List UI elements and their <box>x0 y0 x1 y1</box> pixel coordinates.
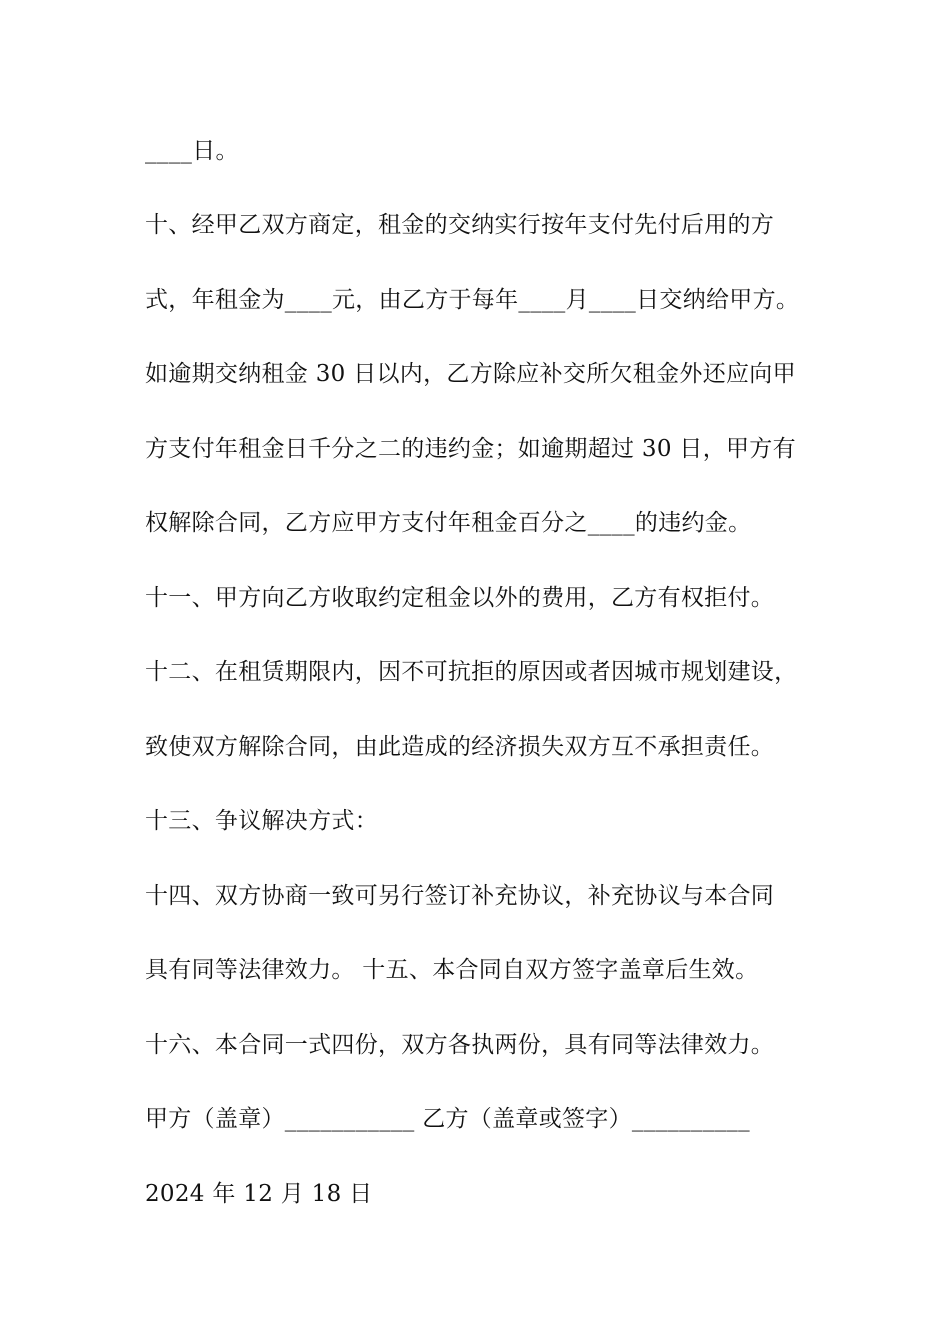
text-line-9: 致使双方解除合同，由此造成的经济损失双方互不承担责任。 <box>145 734 775 760</box>
text-line-10: 十三、争议解决方式： <box>145 808 378 834</box>
text-line-7: 十一、甲方向乙方收取约定租金以外的费用，乙方有权拒付。 <box>145 585 775 611</box>
text-line-4: 如逾期交纳租金 30 日以内，乙方除应补交所欠租金外还应向甲 <box>145 361 796 387</box>
text-line-3: 式，年租金为____元，由乙方于每年____月____日交纳给甲方。 <box>145 287 800 313</box>
text-line-1: ____日。 <box>145 138 239 164</box>
text-line-6: 权解除合同，乙方应甲方支付年租金百分之____的违约金。 <box>145 510 752 536</box>
date-line: 2024 年 12 月 18 日 <box>145 1181 373 1207</box>
text-line-5: 方支付年租金日千分之二的违约金；如逾期超过 30 日，甲方有 <box>145 436 796 462</box>
text-line-12: 具有同等法律效力。 十五、本合同自双方签字盖章后生效。 <box>145 957 759 983</box>
signature-line: 甲方（盖章）___________ 乙方（盖章或签字）__________ <box>145 1106 750 1132</box>
text-line-11: 十四、双方协商一致可另行签订补充协议，补充协议与本合同 <box>145 883 775 909</box>
text-line-2: 十、经甲乙双方商定，租金的交纳实行按年支付先付后用的方 <box>145 212 775 238</box>
text-line-13: 十六、本合同一式四份，双方各执两份，具有同等法律效力。 <box>145 1032 775 1058</box>
text-line-8: 十二、在租赁期限内，因不可抗拒的原因或者因城市规划建设， <box>145 659 798 685</box>
